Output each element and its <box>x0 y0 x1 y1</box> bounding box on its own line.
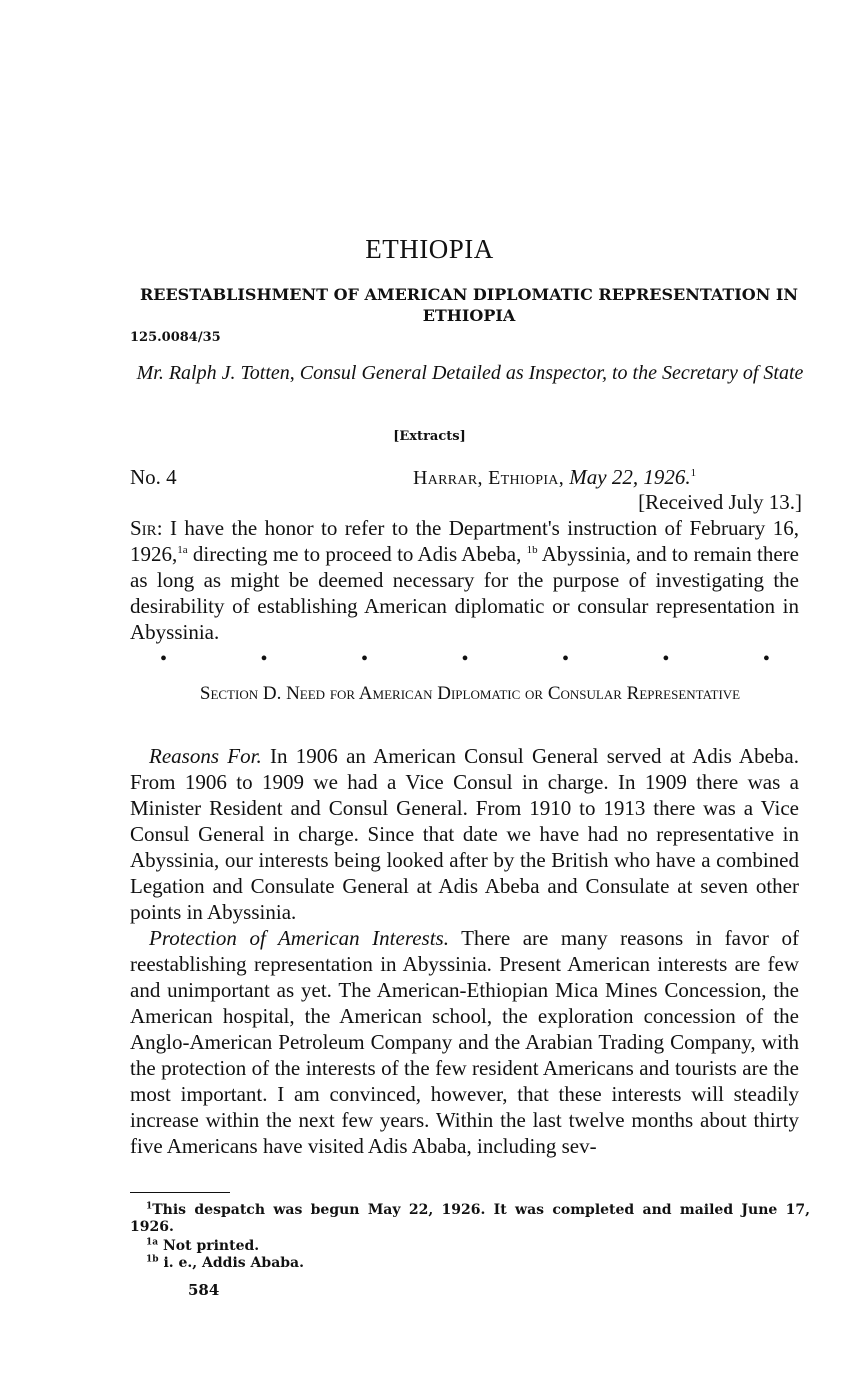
footnote-1b-mark: 1b <box>146 1254 159 1265</box>
page-number: 584 <box>188 1281 220 1299</box>
author-role: Consul General Detailed as Inspector <box>299 362 602 384</box>
extracts-label: [Extracts] <box>393 429 466 444</box>
ellipsis-dot: • <box>461 648 469 670</box>
footnote-1a-mark: 1a <box>146 1237 159 1248</box>
ellipsis-dot: • <box>662 648 670 670</box>
ellipsis-dot: • <box>160 648 168 670</box>
paragraph-3-text: There are many reasons in favor of reestablishing representation in Abyssinia. Present American interests are few and unimportant as yet. The American-Ethiopian Mica Mines Concession, the American hospital, the American school, the exploration concession of the Anglo-American Petroleum Company and the Arabian Trading Company, with the protection of the interests of the few resident Americans and tourists are the most important. I am convinced, however, that these interests will steadily increase within the next few years. Within the last twelve months about thirty five Americans have visited Adis Ababa, including sev- <box>130 926 799 1158</box>
dispatch-place: Harrar, Ethiopia, <box>413 467 564 489</box>
footnote-1-text: This despatch was begun May 22, 1926. It was completed and mailed June 17, 1926. <box>130 1202 810 1235</box>
author-line <box>130 360 810 387</box>
dispatch-number: No. 4 <box>130 465 177 489</box>
paragraph-2-text: In 1906 an American Consul General served at Adis Abeba. From 1906 to 1909 we had a Vice Consul in charge. In 1909 there was a Minister Resident and Consul General. From 1910 to 1913 there was a Vice Consul General in charge. Since that date we have had no representative in Abyssinia, our interests being looked after by the British who have a combined Legation and Consulate General at Adis Abeba and Consulate at seven other points in Abyssinia. <box>130 744 799 924</box>
footnote-ref-1a: 1a <box>177 544 188 556</box>
paragraph-salutation <box>130 515 799 645</box>
paragraph-1-part-b: directing me to proceed to Adis Abeba, <box>187 542 527 566</box>
paragraph-1-part-a: : I have the honor to refer to the Department's instruction of February 16, 1926, <box>130 516 799 566</box>
paragraph-3-lead: Protection of American Interests. <box>149 926 449 950</box>
received-date: [Received July 13.] <box>638 490 802 514</box>
footnote-1b <box>146 1255 304 1272</box>
section-heading: Section D. Need for American Diplomatic or Consular Representative <box>199 683 741 704</box>
ellipsis-dot: • <box>762 648 770 670</box>
footnote-divider <box>130 1192 230 1193</box>
footnote-ref-1: 1 <box>690 467 697 479</box>
footnote-ref-1b: 1b <box>526 544 538 556</box>
ellipsis-dot: • <box>260 648 268 670</box>
footnote-1-mark: 1 <box>146 1201 153 1212</box>
dispatch-date: May 22, 1926. <box>569 465 691 489</box>
paragraph-2-lead: Reasons For. <box>149 744 262 768</box>
footnote-1a-text: Not printed. <box>162 1238 260 1254</box>
ellipsis-dot: • <box>360 648 368 670</box>
author-name: Mr. Ralph J. Totten <box>136 362 290 384</box>
dispatch-place-date <box>413 464 696 491</box>
document-subtitle: REESTABLISHMENT OF AMERICAN DIPLOMATIC REPRESENTATION IN ETHIOPIA <box>139 285 799 325</box>
footnote-1b-text: i. e., Addis Ababa. <box>163 1255 305 1271</box>
paragraph-1-part-c: Abyssinia, and to remain there as long as might be deemed necessary for the purpose of investigating the desirability of establishing American diplomatic or consular representation in Abyssinia. <box>130 542 799 644</box>
salutation: Sir <box>130 516 157 540</box>
page-title: ETHIOPIA <box>365 234 494 264</box>
paragraph-protection <box>130 925 799 1159</box>
paragraph-reasons <box>130 743 799 925</box>
ellipsis-row <box>160 648 770 671</box>
footnote-1a <box>146 1238 259 1255</box>
author-separator: , <box>289 362 300 384</box>
ellipsis-dot: • <box>561 648 569 670</box>
file-number: 125.0084/35 <box>130 330 221 345</box>
author-recipient: , to the Secretary of State <box>601 362 804 384</box>
footnote-1 <box>130 1202 810 1236</box>
